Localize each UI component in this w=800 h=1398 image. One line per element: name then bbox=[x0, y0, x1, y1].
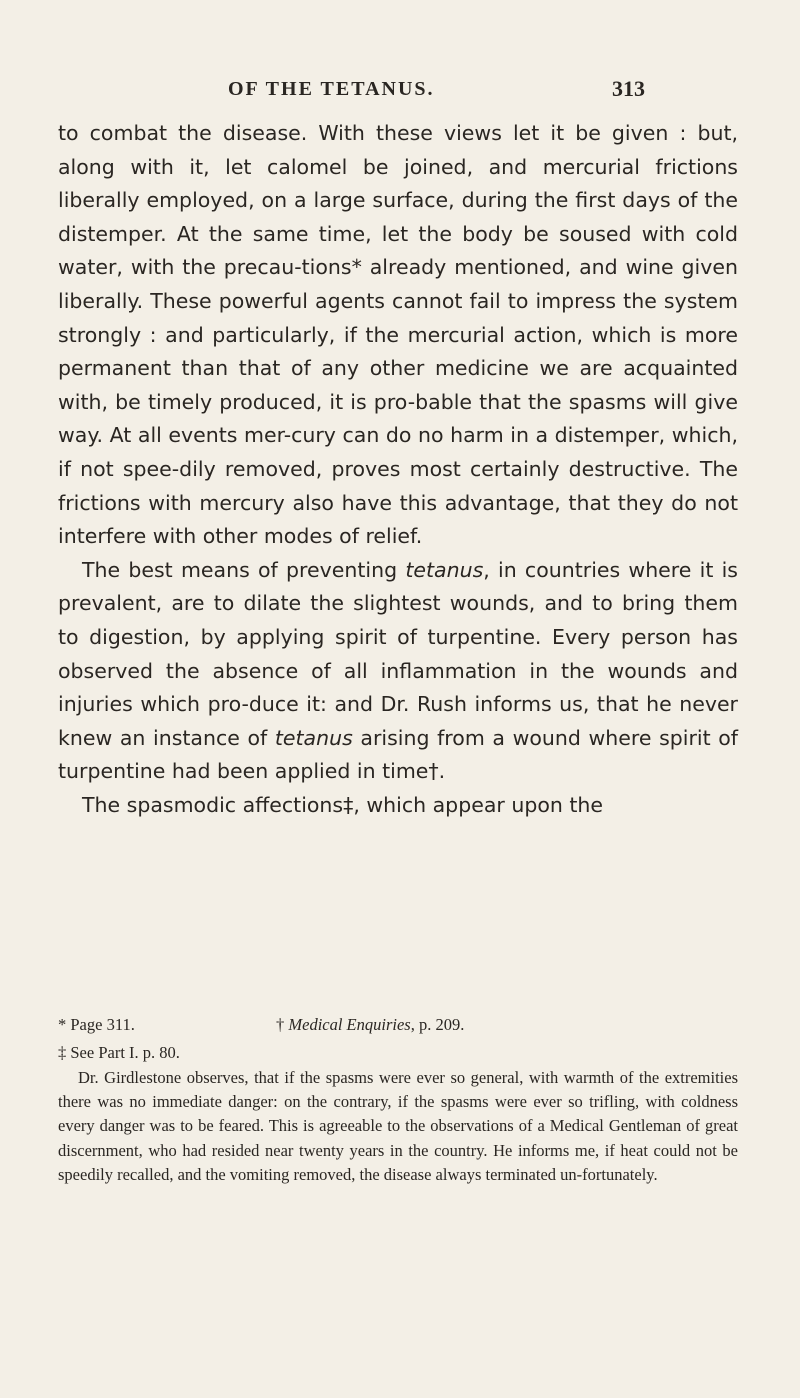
footnote-row bbox=[58, 1015, 738, 1041]
paragraph-1-text: to combat the disease. With these views let it be given : but, along with it, let calomel be joined, and mercurial frictions liberally employed, on a large surface, during the first days of the distemper. At the same time, let the body be soused with cold water, with the precau-tions* already mentioned, and wine given liberally. These powerful agents cannot fail to impress the system strongly : and particularly, if the mercurial action, which is more permanent than that of any other medicine we are acquainted with, be timely produced, it is pro-bable that the spasms will give way. At all events mer-cury can do no harm in a distemper, which, if not spee-dily removed, proves most certainly destructive. The frictions with mercury also have this advantage, that they do not interfere with other modes of relief. bbox=[58, 121, 738, 549]
footnote-2 bbox=[276, 1015, 464, 1035]
footnote-2-rest: , p. 209. bbox=[410, 1015, 465, 1034]
paragraph-2-text-b: , in countries where it is prevalent, are to dilate the slightest wounds, and to bring them to digestion, by applying spirit of turpentine. Every person has observed the absence of all inflammation in the wounds and injuries which pro-duce it: and Dr. Rush informs us, that he never knew an instance of bbox=[58, 557, 738, 750]
page-number: 313 bbox=[612, 76, 645, 101]
footnote-4-text: Dr. Girdlestone observes, that if the spasms were ever so general, with warmth of the extremities there was no immediate danger: on the contrary, if the spasms were ever so trifling, with coldness every danger was to be feared. This is agreeable to the observations of a Medical Gentleman of great discernment, who had resided near twenty years in the country. He informs me, if heat could not be speedily recalled, and the vomiting removed, the disease always terminated un-fortunately. bbox=[58, 1068, 738, 1184]
footnote-4 bbox=[58, 1066, 738, 1187]
page-header bbox=[0, 78, 800, 108]
footnote-2-title: Medical Enquiries bbox=[288, 1015, 411, 1034]
body-text bbox=[58, 117, 738, 822]
paragraph-1 bbox=[58, 117, 738, 554]
italic-term: tetanus bbox=[405, 557, 484, 582]
footnote-3-text: ‡ See Part I. p. 80. bbox=[58, 1043, 180, 1062]
paragraph-2-text-a: The best means of preventing bbox=[82, 557, 406, 582]
footnote-3 bbox=[58, 1041, 738, 1065]
paragraph-3-text: The spasmodic affections‡, which appear upon the bbox=[82, 792, 604, 817]
paragraph-3 bbox=[58, 789, 738, 823]
italic-term: tetanus bbox=[274, 725, 353, 750]
footnote-1: * Page 311. bbox=[58, 1015, 135, 1034]
footnote-2-mark: † bbox=[276, 1015, 289, 1034]
paragraph-2-text-c: arising from a wound where spirit of turpentine had been applied in time†. bbox=[58, 725, 738, 784]
running-title: OF THE TETANUS. bbox=[228, 78, 435, 100]
paragraph-2 bbox=[58, 554, 738, 789]
